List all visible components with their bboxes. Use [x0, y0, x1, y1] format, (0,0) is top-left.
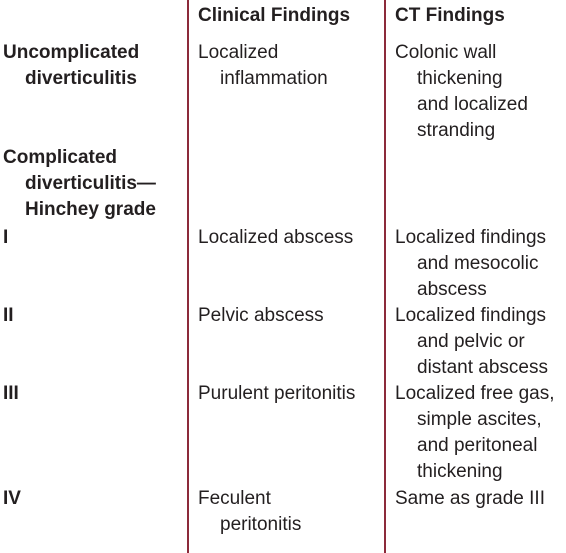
clinical-finding-line: Pelvic abscess [198, 305, 324, 326]
ct-finding-line: distant abscess [417, 357, 548, 378]
clinical-finding [198, 40, 382, 92]
ct-finding [395, 303, 563, 381]
ct-finding-line: thickening [417, 68, 503, 89]
row-label-line: I [3, 227, 9, 248]
row-label-line: Complicated [3, 147, 118, 168]
row-label [3, 303, 185, 329]
clinical-finding [198, 225, 382, 251]
ct-finding-line: abscess [417, 279, 487, 300]
ct-finding-line: and mesocolic [417, 253, 539, 274]
ct-finding-line: Same as grade III [395, 488, 545, 509]
clinical-finding-line: Purulent peritonitis [198, 383, 356, 404]
clinical-finding [198, 486, 382, 538]
ct-finding-line: Localized findings [395, 305, 547, 326]
ct-finding [395, 225, 563, 303]
row-label-line: Hinchey grade [25, 199, 156, 220]
row-label [3, 381, 185, 407]
ct-finding-line: and localized [417, 94, 528, 115]
ct-finding-line: simple ascites, [417, 409, 542, 430]
ct-finding-line: stranding [417, 120, 496, 141]
ct-finding-line: and pelvic or [417, 331, 525, 352]
ct-finding-line: Colonic wall [395, 42, 497, 63]
row-label-line: III [3, 383, 19, 404]
row-label [3, 486, 185, 512]
ct-finding-line: thickening [417, 461, 503, 482]
ct-finding [395, 381, 563, 485]
row-label [3, 145, 185, 223]
ct-finding-line: and peritoneal [417, 435, 538, 456]
row-label-line: diverticulitis— [25, 173, 156, 194]
row-label [3, 225, 185, 251]
row-label-line: Uncomplicated [3, 42, 140, 63]
row-label-line: II [3, 305, 14, 326]
clinical-finding [198, 381, 382, 407]
ct-finding [395, 486, 563, 512]
ct-finding-line: Localized free gas, [395, 383, 555, 404]
row-label [3, 40, 185, 92]
clinical-finding [198, 303, 382, 329]
row-label-line: IV [3, 488, 21, 509]
column-divider-2 [384, 0, 386, 553]
row-label-line: diverticulitis [25, 68, 137, 89]
ct-finding [395, 40, 563, 144]
clinical-finding-line: peritonitis [220, 514, 302, 535]
ct-finding-line: Localized findings [395, 227, 547, 248]
header-clinical-findings: Clinical Findings [198, 5, 351, 26]
clinical-finding-line: Localized abscess [198, 227, 354, 248]
clinical-finding-line: Feculent [198, 488, 271, 509]
clinical-finding-line: Localized [198, 42, 279, 63]
clinical-finding-line: inflammation [220, 68, 328, 89]
column-divider-1 [187, 0, 189, 553]
header-ct-findings: CT Findings [395, 5, 505, 26]
